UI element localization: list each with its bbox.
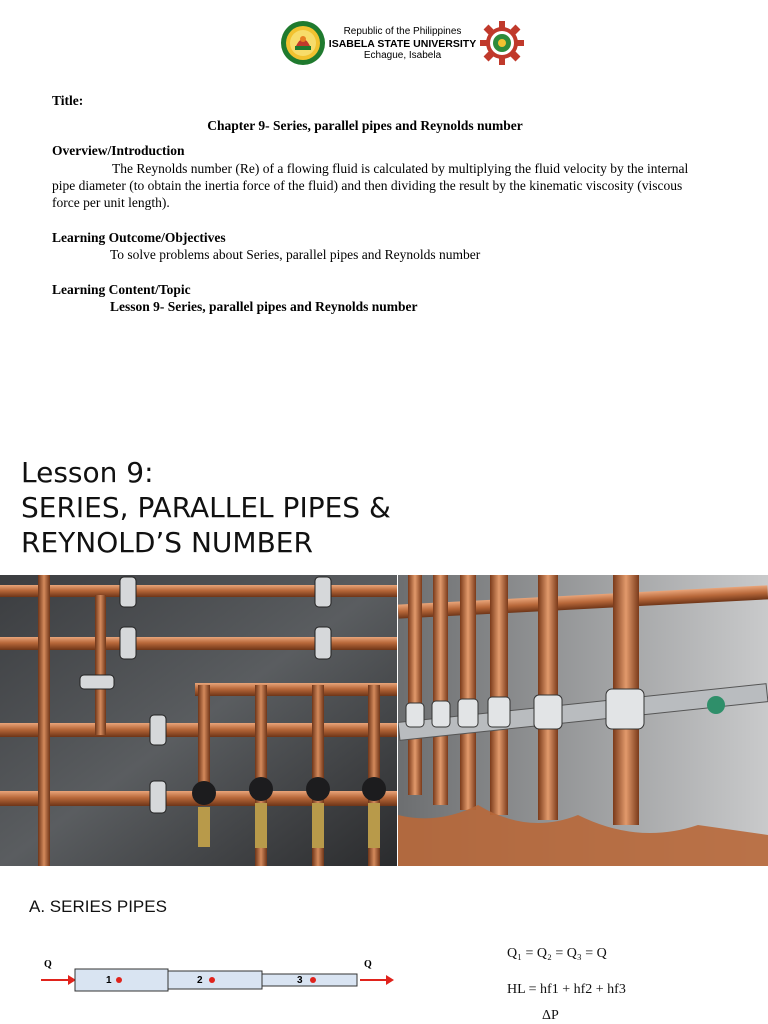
point-marker-2 bbox=[209, 977, 215, 983]
content-text: Lesson 9- Series, parallel pipes and Reynolds number bbox=[110, 299, 418, 314]
point-marker-3 bbox=[310, 977, 316, 983]
pipe-segment-3 bbox=[262, 974, 357, 986]
equation-pressure-drop: ΔP bbox=[542, 1008, 559, 1023]
document-page bbox=[0, 0, 768, 420]
objectives-heading: Learning Outcome/Objectives bbox=[52, 230, 226, 245]
flow-in-label: Q bbox=[44, 959, 52, 970]
lesson-title bbox=[21, 455, 391, 560]
university-name-block bbox=[326, 26, 479, 62]
lesson-title-line3: REYNOLD’S NUMBER bbox=[21, 526, 313, 559]
lesson-title-line2: SERIES, PARALLEL PIPES & bbox=[21, 491, 391, 524]
pipe-label-2: 2 bbox=[197, 975, 203, 986]
series-pipes-diagram bbox=[38, 955, 398, 995]
copper-pipes-bracket-photo bbox=[398, 575, 768, 866]
copper-pipes-valves-photo bbox=[0, 575, 397, 866]
pipe-label-3: 3 bbox=[297, 975, 303, 986]
lesson-title-line1: Lesson 9: bbox=[21, 456, 154, 489]
chapter-title: Chapter 9- Series, parallel pipes and Reynolds number bbox=[207, 118, 523, 133]
title-label: Title: bbox=[52, 93, 84, 108]
republic-line: Republic of the Philippines bbox=[343, 26, 462, 37]
flow-out-label: Q bbox=[364, 959, 372, 970]
point-marker-1 bbox=[116, 977, 122, 983]
overview-heading: Overview/Introduction bbox=[52, 143, 185, 158]
content-heading: Learning Content/Topic bbox=[52, 282, 191, 297]
engineering-gear-logo bbox=[479, 20, 525, 66]
overview-paragraph: The Reynolds number (Re) of a flowing fluid is calculated by multiplying the fluid velocity by the internal pipe diameter (to obtain the inertia force of the fluid) and then dividing the result by the kinematic viscosity (viscous force per unit length). bbox=[52, 161, 689, 210]
objectives-text: To solve problems about Series, parallel pipes and Reynolds number bbox=[110, 247, 481, 262]
section-heading-series-pipes: A. SERIES PIPES bbox=[29, 897, 167, 916]
equation-flow-continuity: Q₁ = Q₂ = Q₃ = Q bbox=[507, 946, 607, 961]
isu-seal-logo bbox=[280, 20, 326, 66]
equation-head-loss: HL = hf1 + hf2 + hf3 bbox=[507, 982, 626, 997]
flow-out-arrowhead bbox=[386, 975, 394, 985]
university-name: ISABELA STATE UNIVERSITY bbox=[328, 38, 477, 50]
campus-location: Echague, Isabela bbox=[363, 50, 442, 61]
university-header bbox=[280, 20, 525, 70]
pipe-label-1: 1 bbox=[106, 975, 112, 986]
